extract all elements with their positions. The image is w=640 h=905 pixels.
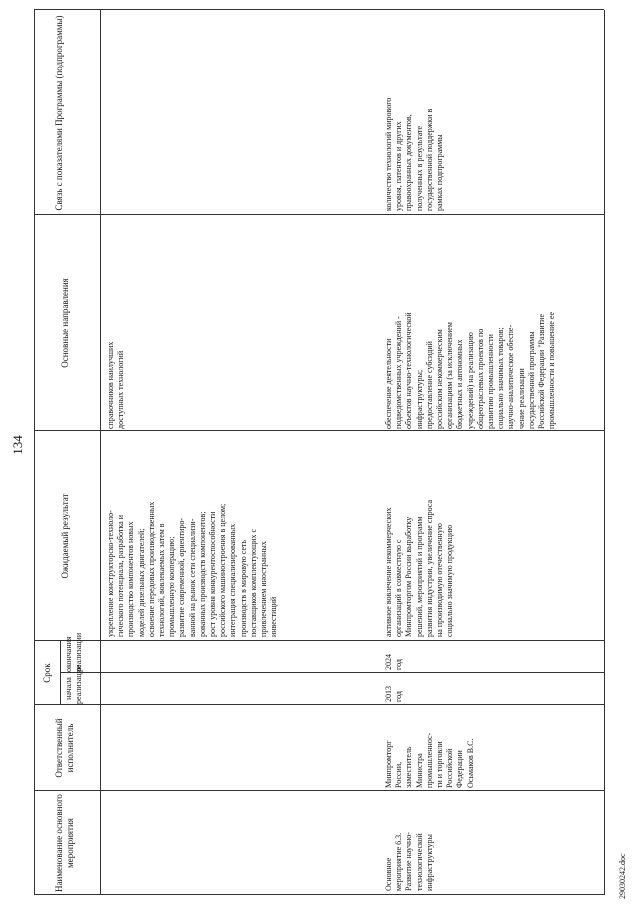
header-name: Наименование основного мероприятия [54,794,75,892]
row-end: 2024 год [384,654,404,670]
document-id: 29030242.doc [618,853,627,899]
row-directions: обеспечение деятельности подведомственных учреждений - объектов научно-технологической инфраструктуры; предоставление субсидий российским некоммерческим организациям (за исключением бюджетных и автономных учреждений) на реализацию общеотраслевых проектов по развитию промышленности социально значимых товаров; научно-аналитическое обеспе- чение реализации государственной программы Российской Федерации "Развитие промышленности и повышение ее [384,312,557,429]
measures-table [34,10,604,895]
header-bottom-border [100,10,101,895]
col-line-2 [34,704,604,705]
row-name: Основное мероприятие 6.3. Развитие научно- технологической инфраструктуры [384,832,434,891]
header-result: Ожидаемый результат [60,493,70,579]
col-line-6 [34,214,604,215]
col-line-7 [34,9,604,10]
continued-result: укрепление конструкторско-техноло- гического потенциала, разработка и производство компонентов новых моделей дизельных двигателей; освоение передовых производственных технологий, вовлекаемых затем в промышленную кооперацию; развитие современной, ориентиро- ванной на рынок сети специализи- рованных производств компонентов; рост уровня конкурентоспособности российского машиностроения в целом; интеграция специализированных производств в мировую сеть поставщиков комплектующих с привлечением иностранных инвестиций [106,501,279,637]
col-line-3 [60,672,604,673]
header-link: Связь с показателями Программы (подпрограммы) [54,15,64,211]
term-subheader-line [60,641,61,705]
header-start: начала реализации [64,664,83,704]
header-term: Срок [42,663,52,683]
header-responsible: Ответственный исполнитель [54,718,75,778]
row-start: 2013 год [384,686,404,702]
table-bottom-border [604,10,605,895]
col-line-4 [34,640,604,641]
header-directions: Основные направления [60,278,70,368]
row-link: количество технологий мирового уровня, патентов и других правоохранных документов, полученных в результате государственной поддержки в рамках подпрограммы [384,97,445,211]
table-top-border [34,10,35,895]
page-number: 134 [10,435,25,455]
col-line-0 [34,894,604,895]
continued-directions: справочников наилучших доступных технологий [106,341,126,429]
col-line-1 [34,790,604,791]
row-responsible: Минпромторг России, заместитель Министра промышленнос- ти и торговли Российской Федерации Осьмаков В.С. [384,732,475,788]
col-line-5 [34,430,604,431]
row-result: активное вовлечение некоммерческих организаций в совместную с Минпромторгом России выработку решений, мероприятий и программ развития индустрии, увеличение спроса на производимую отечественную социально значимую продукцию [384,499,455,637]
header-end: окончания реализации [64,632,83,672]
